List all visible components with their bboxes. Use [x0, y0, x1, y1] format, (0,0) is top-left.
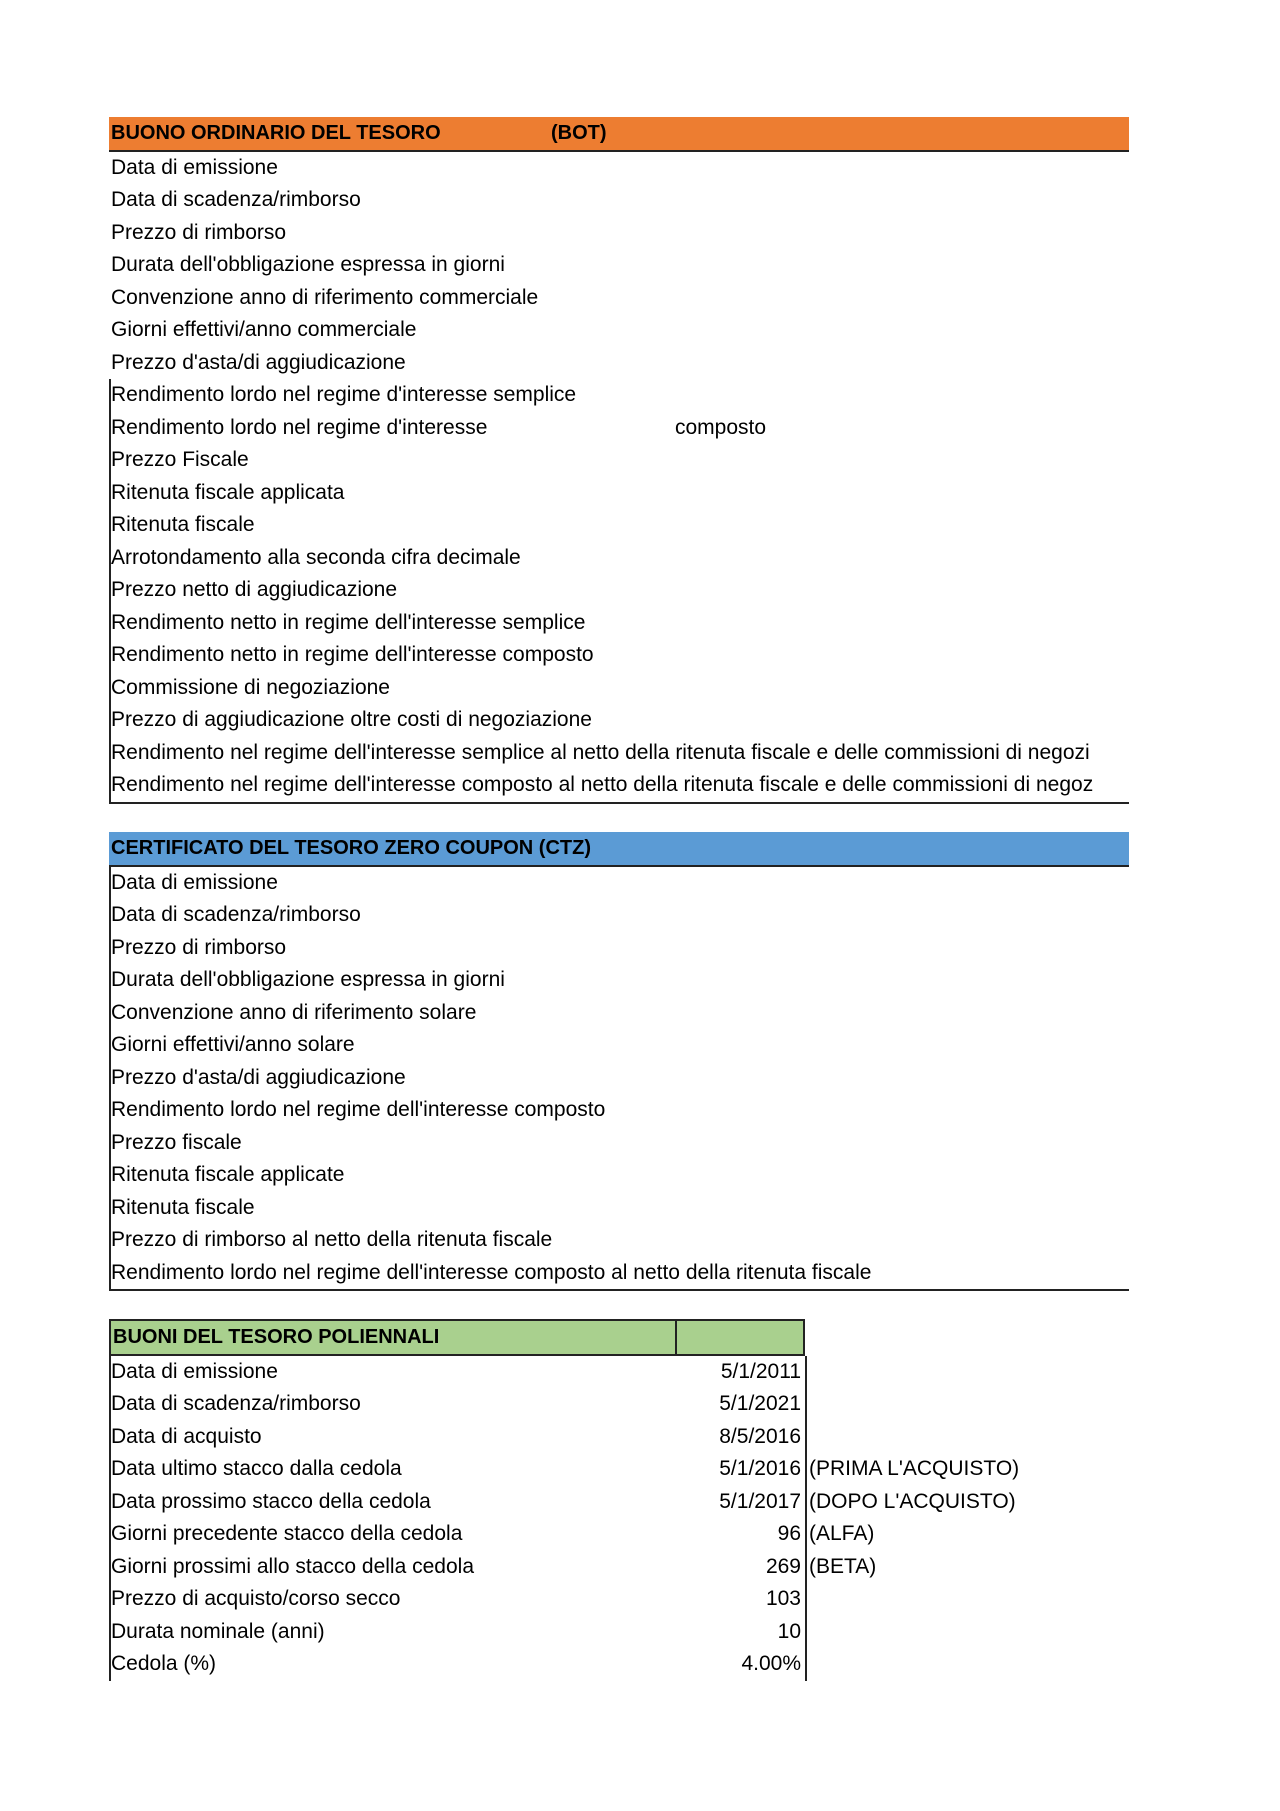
ctz-row [111, 997, 1129, 1030]
btp-row-note: (ALFA) [809, 1522, 875, 1545]
btp-row [111, 1648, 805, 1681]
bot-row-label: Rendimento nel regime dell'interesse composto al netto della ritenuta fiscale e delle commissioni di negoz [111, 773, 1094, 796]
ctz-row [111, 1094, 1129, 1127]
ctz-row-label: Durata dell'obbligazione espressa in giorni [111, 968, 505, 991]
bot-row [109, 477, 1129, 510]
bot-row-label: Rendimento lordo nel regime d'interesse semplice [111, 383, 577, 406]
bot-title: BUONO ORDINARIO DEL TESORO [111, 122, 441, 144]
ctz-row-label: Rendimento lordo nel regime dell'interesse composto al netto della ritenuta fiscale [111, 1260, 872, 1284]
bot-row [109, 217, 1129, 250]
bot-row-label: Ritenuta fiscale applicata [111, 480, 345, 504]
btp-row-label: Cedola (%) [111, 1652, 217, 1675]
btp-row-value: 96 [777, 1522, 801, 1545]
btp-row-label: Data di emissione [111, 1359, 278, 1383]
btp-header [109, 1319, 805, 1356]
btp-title: BUONI DEL TESORO POLIENNALI [113, 1326, 440, 1348]
btp-row-value: 5/1/2011 [720, 1359, 801, 1383]
ctz-row-label: Prezzo di rimborso al netto della ritenuta fiscale [111, 1228, 553, 1251]
btp-row [111, 1453, 1020, 1486]
btp-row-value: 5/1/2016 [719, 1457, 801, 1480]
ctz-row-label: Data di emissione [111, 870, 278, 894]
btp-rows [109, 1356, 1020, 1681]
ctz-row [111, 1127, 1129, 1160]
btp-row [111, 1388, 805, 1421]
bot-composto-label: composto [675, 415, 767, 439]
bot-rows [109, 152, 1129, 804]
ctz-row [111, 1192, 1129, 1225]
bot-row [109, 347, 1129, 380]
bot-row [109, 152, 1129, 185]
ctz-row [111, 1224, 1129, 1257]
bot-header [109, 117, 1129, 152]
ctz-row-label: Convenzione anno di riferimento solare [111, 1000, 477, 1024]
bot-row [109, 704, 1129, 737]
bot-row-label: Prezzo Fiscale [111, 448, 249, 471]
btp-row-label: Data prossimo stacco della cedola [111, 1489, 431, 1513]
ctz-title: CERTIFICATO DEL TESORO ZERO COUPON (CTZ) [111, 837, 591, 859]
btp-row-label: Durata nominale (anni) [111, 1619, 325, 1643]
btp-row-label: Data ultimo stacco dalla cedola [111, 1457, 402, 1480]
ctz-row [111, 867, 1129, 900]
ctz-row-label: Prezzo di rimborso [111, 935, 287, 959]
bot-row [109, 672, 1129, 705]
ctz-row [111, 1159, 1129, 1192]
btp-row-note: (PRIMA L'ACQUISTO) [809, 1457, 1020, 1480]
bot-row [109, 379, 1129, 412]
ctz-rows [109, 867, 1129, 1292]
btp-value-right-border [805, 1356, 807, 1681]
bot-row [109, 282, 1129, 315]
bot-row-label: Ritenuta fiscale [111, 513, 255, 536]
btp-row-label: Prezzo di acquisto/corso secco [111, 1587, 401, 1610]
bot-row [109, 639, 1129, 672]
ctz-row-label: Rendimento lordo nel regime dell'interesse composto [111, 1098, 606, 1121]
ctz-row-label: Ritenuta fiscale [111, 1195, 255, 1219]
btp-row-value: 4.00% [741, 1652, 801, 1675]
ctz-header [109, 832, 1129, 867]
ctz-section [109, 832, 1129, 1291]
btp-row [111, 1518, 875, 1551]
btp-row [111, 1551, 877, 1584]
bot-row-label: Rendimento lordo nel regime d'interesse [111, 415, 488, 439]
bot-row [109, 509, 1129, 542]
btp-row [111, 1616, 805, 1649]
bot-row [109, 769, 1129, 802]
bot-row-label: Prezzo d'asta/di aggiudicazione [111, 350, 406, 374]
btp-row [111, 1486, 1016, 1519]
bot-row [109, 607, 1129, 640]
btp-row-value: 8/5/2016 [719, 1424, 801, 1448]
ctz-row [111, 932, 1129, 965]
btp-row-value: 5/1/2021 [719, 1392, 801, 1415]
bot-row-label: Prezzo di rimborso [111, 220, 287, 244]
bot-row-label: Arrotondamento alla seconda cifra decimale [111, 545, 521, 569]
bot-row-label: Giorni effettivi/anno commerciale [111, 318, 417, 341]
ctz-row-label: Prezzo fiscale [111, 1130, 242, 1154]
bot-row [109, 412, 1129, 445]
bot-row [109, 314, 1129, 347]
btp-row-value: 5/1/2017 [719, 1489, 801, 1513]
btp-row-value: 269 [765, 1554, 801, 1578]
bot-row-label: Rendimento netto in regime dell'interesse composto [111, 643, 594, 666]
btp-row-note: (BETA) [809, 1554, 877, 1578]
ctz-row [111, 1257, 1129, 1290]
ctz-row [111, 899, 1129, 932]
bot-row-label: Data di scadenza/rimborso [111, 188, 361, 211]
btp-row [111, 1356, 805, 1389]
bot-row-label: Durata dell'obbligazione espressa in giorni [111, 253, 505, 276]
btp-row-value: 103 [765, 1587, 801, 1610]
bot-row [109, 444, 1129, 477]
btp-row-label: Giorni precedente stacco della cedola [111, 1522, 463, 1545]
ctz-row [111, 964, 1129, 997]
btp-row-label: Giorni prossimi allo stacco della cedola [111, 1554, 474, 1578]
btp-row-value: 10 [777, 1619, 801, 1643]
bot-row [109, 184, 1129, 217]
btp-row-note: (DOPO L'ACQUISTO) [809, 1489, 1016, 1513]
ctz-row-label: Ritenuta fiscale applicate [111, 1163, 345, 1186]
btp-row [111, 1421, 805, 1454]
bot-row-label: Commissione di negoziazione [111, 675, 390, 699]
bot-row [109, 542, 1129, 575]
btp-header-divider [675, 1321, 677, 1354]
bot-row-label: Rendimento netto in regime dell'interesse semplice [111, 610, 586, 634]
bot-section [109, 117, 1129, 804]
ctz-row-label: Giorni effettivi/anno solare [111, 1033, 355, 1056]
bot-title-code: (BOT) [551, 122, 607, 144]
ctz-row-label: Prezzo d'asta/di aggiudicazione [111, 1065, 406, 1089]
bot-row-label: Convenzione anno di riferimento commerciale [111, 285, 539, 309]
bot-row-label: Prezzo netto di aggiudicazione [111, 578, 398, 601]
ctz-row [111, 1029, 1129, 1062]
ctz-row [111, 1062, 1129, 1095]
bot-row [109, 249, 1129, 282]
bot-row [109, 574, 1129, 607]
bot-row-label: Prezzo di aggiudicazione oltre costi di negoziazione [111, 708, 592, 731]
btp-row [111, 1583, 805, 1616]
btp-section [109, 1319, 1129, 1681]
btp-row-label: Data di acquisto [111, 1424, 262, 1448]
bot-row-label: Data di emissione [111, 155, 278, 179]
bot-row-label: Rendimento nel regime dell'interesse semplice al netto della ritenuta fiscale e delle commissioni di negozi [111, 740, 1090, 764]
ctz-row-label: Data di scadenza/rimborso [111, 903, 361, 926]
btp-row-label: Data di scadenza/rimborso [111, 1392, 361, 1415]
bot-row [109, 737, 1129, 770]
